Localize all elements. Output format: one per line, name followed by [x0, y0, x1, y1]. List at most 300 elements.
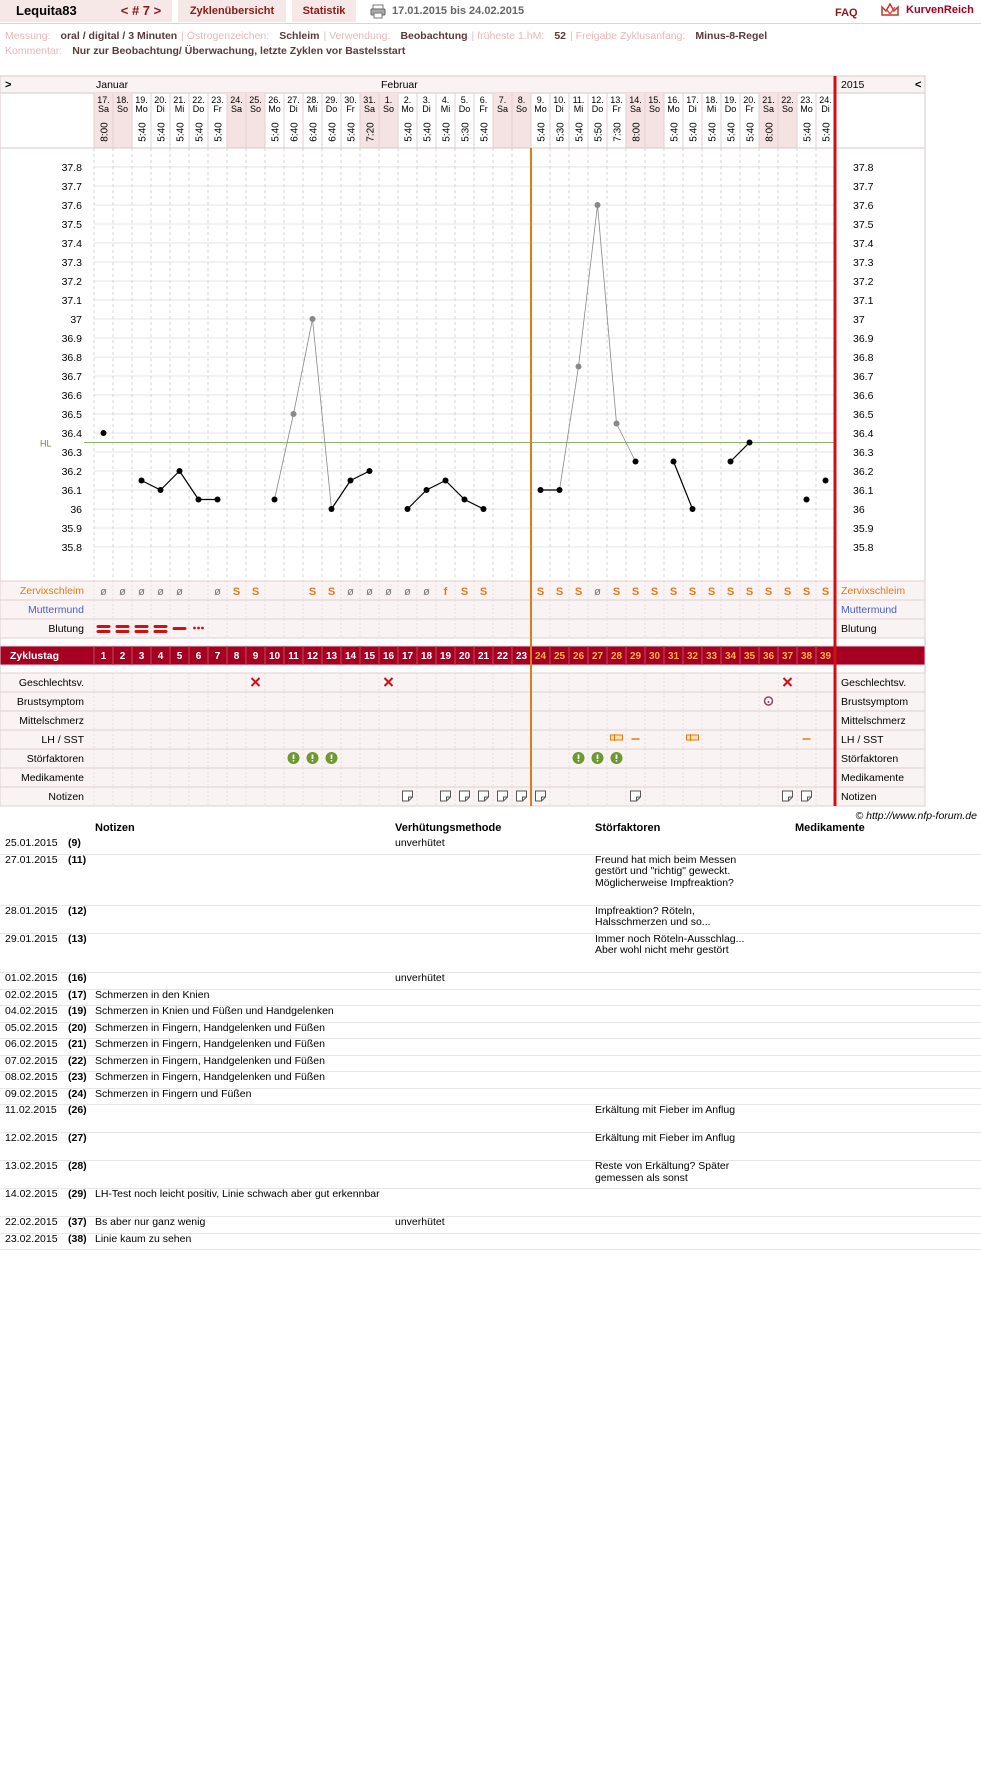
cycle-day-37: 38 — [800, 651, 813, 662]
cycle-day-16: 17 — [401, 651, 414, 662]
day-num-33: 19. — [724, 95, 737, 105]
notes-cell-date: 27.01.2015 — [5, 853, 58, 866]
notes-cell-date: 09.02.2015 — [5, 1087, 58, 1100]
cycle-day-1: 2 — [119, 651, 126, 662]
temp-point-28 — [633, 459, 639, 465]
zervix-29: S — [650, 586, 659, 598]
cycle-day-23: 24 — [534, 651, 547, 662]
notes-cell-day: (17) — [68, 988, 87, 1001]
weekday-32: Mi — [706, 104, 717, 114]
month-label-0: Januar — [96, 79, 129, 91]
month-label-1: Februar — [381, 79, 418, 91]
temp-point-24 — [557, 487, 563, 493]
notes-cell-date: 02.02.2015 — [5, 988, 58, 1001]
zervix-8: S — [251, 586, 260, 598]
temp-point-10 — [291, 411, 297, 417]
temp-point-4 — [177, 468, 183, 474]
day-num-5: 22. — [192, 95, 205, 105]
time-5: 5:40 — [194, 122, 206, 142]
y-tick-left-8: 37 — [70, 314, 82, 326]
tab-statistik[interactable]: Statistik — [292, 0, 356, 22]
notes-row — [0, 1055, 981, 1073]
bleed-b-2 — [135, 630, 149, 633]
zervix-23: S — [536, 586, 545, 598]
temp-point-0 — [101, 430, 107, 436]
day-num-12: 29. — [325, 95, 338, 105]
notes-row — [0, 1104, 981, 1133]
stoer-bar-10 — [293, 755, 295, 760]
cycle-day-9: 10 — [268, 651, 281, 662]
weekday-11: Mi — [307, 104, 318, 114]
notes-row — [0, 1216, 981, 1234]
bleed-a-0 — [97, 625, 111, 628]
notes-cell-day: (22) — [68, 1054, 87, 1067]
tab-overview[interactable]: Zyklenübersicht — [178, 0, 286, 22]
day-num-34: 20. — [743, 95, 756, 105]
kommentar-value: Nur zur Beobachtung/ Überwachung, letzte Zyklen vor Bastelsstart — [72, 45, 406, 57]
notes-cell-date: 11.02.2015 — [5, 1104, 57, 1116]
notes-cell-day: (37) — [68, 1216, 87, 1228]
notes-cell-day: (27) — [68, 1132, 87, 1144]
row-stoer — [0, 749, 925, 768]
notes-header-notizen: Notizen — [95, 822, 135, 834]
cycle-day-14: 15 — [363, 651, 376, 662]
notes-cell-date: 22.02.2015 — [5, 1216, 58, 1228]
notes-row — [0, 905, 981, 934]
weekday-25: Mi — [573, 104, 584, 114]
day-num-10: 27. — [287, 95, 300, 105]
temp-point-25 — [576, 364, 582, 370]
cycle-day-24: 25 — [553, 651, 566, 662]
cycle-day-38: 39 — [819, 651, 832, 662]
notes-cell-stoer: Erkältung mit Fieber im Anflug — [595, 1132, 736, 1144]
row-label-right-med: Medikamente — [841, 772, 905, 784]
notes-cell-date: 01.02.2015 — [5, 972, 58, 984]
notes-cell-day: (12) — [68, 904, 87, 917]
row-label-right-zervix: Zervixschleim — [841, 585, 906, 597]
y-tick-right-6: 37.2 — [853, 276, 874, 288]
cycle-day-19: 20 — [458, 651, 471, 662]
notes-cell-note: Schmerzen in Fingern, Handgelenken und Füßen — [95, 1021, 325, 1034]
messung-label: Messung: — [5, 30, 51, 42]
notes-cell-day: (11) — [68, 853, 87, 866]
weekday-10: Di — [289, 104, 298, 114]
notes-cell-stoer: Impfreaktion? Röteln, Halsschmerzen und so... — [595, 904, 711, 928]
day-num-27: 13. — [610, 95, 623, 105]
zervix-30: S — [669, 586, 678, 598]
notes-cell-note: Schmerzen in Fingern, Handgelenken und Füßen — [95, 1054, 325, 1067]
weekday-38: Di — [821, 104, 830, 114]
time-26: 5:50 — [593, 122, 605, 142]
temp-point-23 — [538, 487, 544, 493]
day-num-19: 5. — [460, 95, 469, 105]
row-label-zervix: Zervixschleim — [19, 585, 84, 597]
notes-row — [0, 1088, 981, 1106]
time-12: 6:40 — [327, 122, 339, 142]
time-6: 5:40 — [213, 122, 225, 142]
temp-point-17 — [424, 487, 430, 493]
day-num-32: 18. — [705, 95, 718, 105]
temp-point-37 — [804, 497, 810, 503]
stoer-bar-27 — [616, 755, 618, 760]
weekday-3: Di — [156, 104, 165, 114]
brand-name[interactable]: KurvenReich — [906, 4, 974, 16]
weekday-1: So — [116, 104, 129, 114]
weekday-17: Di — [422, 104, 431, 114]
y-tick-left-20: 35.8 — [61, 542, 82, 554]
frueheste-label: früheste 1.hM: — [477, 30, 545, 42]
notes-cell-date: 06.02.2015 — [5, 1038, 58, 1050]
notes-cell-day: (21) — [68, 1038, 87, 1050]
y-tick-left-2: 37.6 — [61, 200, 82, 212]
y-tick-right-17: 36.1 — [853, 485, 874, 497]
time-18: 5:40 — [441, 122, 453, 142]
notes-header-stoer: Störfaktoren — [595, 822, 661, 834]
y-tick-right-5: 37.3 — [853, 257, 874, 269]
day-num-9: 26. — [268, 95, 281, 105]
cycle-day-17: 18 — [420, 651, 433, 662]
weekday-5: Do — [192, 104, 205, 114]
y-tick-left-6: 37.2 — [61, 276, 82, 288]
time-2: 5:40 — [137, 122, 149, 142]
notes-cell-day: (29) — [68, 1188, 87, 1200]
y-tick-left-14: 36.4 — [61, 428, 82, 440]
cycle-day-34: 35 — [743, 651, 756, 662]
notes-cell-date: 13.02.2015 — [5, 1160, 58, 1172]
row-mumu — [0, 600, 925, 619]
row-label-right-mumu: Muttermund — [841, 604, 898, 616]
time-27: 7:30 — [612, 122, 624, 142]
day-num-23: 9. — [536, 95, 545, 105]
top-bar — [0, 0, 981, 24]
row-label-med: Medikamente — [20, 772, 84, 784]
stoer-bar-25 — [578, 755, 580, 760]
cycle-nav[interactable]: < # 7 > — [110, 0, 172, 22]
day-num-11: 28. — [306, 95, 319, 105]
temp-point-27 — [614, 421, 620, 427]
weekday-7: Sa — [230, 104, 243, 114]
zervix-27: S — [612, 586, 621, 598]
stoer-bar-26 — [597, 755, 599, 760]
time-11: 6:40 — [308, 122, 320, 142]
row-label-mumu: Muttermund — [27, 604, 84, 616]
weekday-6: Fr — [213, 104, 222, 114]
time-0: 8:00 — [99, 122, 111, 142]
nav-right-arrow[interactable]: < — [915, 79, 922, 91]
notes-cell-note: Schmerzen in Fingern, Handgelenken und Füßen — [95, 1038, 325, 1050]
y-tick-left-18: 36 — [70, 504, 82, 516]
y-tick-right-2: 37.6 — [853, 200, 874, 212]
zervix-31: S — [688, 586, 697, 598]
temp-point-6 — [215, 497, 221, 503]
weekday-19: Do — [458, 104, 471, 114]
lh-test-icon-27 — [611, 735, 623, 740]
zervix-0: ø — [100, 586, 107, 598]
weekday-12: Do — [325, 104, 338, 114]
y-tick-right-8: 37 — [853, 314, 865, 326]
weekday-9: Mo — [268, 104, 281, 114]
row-label-zyklustag: Zyklustag — [10, 650, 60, 662]
day-num-24: 10. — [553, 95, 566, 105]
y-tick-left-11: 36.7 — [61, 371, 82, 383]
day-num-3: 20. — [154, 95, 167, 105]
bleed-dot-5-1 — [201, 627, 204, 630]
notes-cell-note: Schmerzen in Knien und Füßen und Handgelenken — [95, 1005, 334, 1017]
day-num-2: 19. — [135, 95, 148, 105]
row-label-notizen: Notizen — [48, 791, 84, 803]
notes-row — [0, 1233, 981, 1251]
row-label-brust: Brustsymptom — [16, 696, 84, 708]
weekday-2: Mo — [135, 104, 148, 114]
notes-cell-note: LH-Test noch leicht positiv, Linie schwach aber gut erkennbar — [95, 1188, 380, 1200]
row-med — [0, 768, 925, 787]
day-num-36: 22. — [781, 95, 794, 105]
weekday-31: Di — [688, 104, 697, 114]
breast-icon-dot-35 — [768, 701, 770, 703]
copyright[interactable]: © http://www.nfp-forum.de — [855, 810, 977, 822]
zervix-12: S — [327, 586, 336, 598]
time-34: 5:40 — [745, 122, 757, 142]
cycle-day-25: 26 — [572, 651, 585, 662]
row-mittel — [0, 711, 925, 730]
cycle-day-27: 28 — [610, 651, 623, 662]
y-tick-right-20: 35.8 — [853, 542, 874, 554]
zervix-18: f — [443, 586, 448, 598]
temp-point-20 — [481, 506, 487, 512]
row-brust — [0, 692, 925, 711]
weekday-13: Fr — [346, 104, 355, 114]
temp-point-13 — [348, 478, 354, 484]
notes-cell-stoer: Freund hat mich beim Messen gestört und "richtig" geweckt. Möglicherweise Impfreaktion? — [595, 853, 737, 889]
y-tick-right-7: 37.1 — [853, 295, 874, 307]
day-num-7: 24. — [230, 95, 243, 105]
zervix-3: ø — [157, 586, 164, 598]
notes-row — [0, 837, 981, 855]
faq-link[interactable]: FAQ — [835, 7, 858, 19]
weekday-30: Mo — [667, 104, 680, 114]
time-16: 5:40 — [403, 122, 415, 142]
cycle-day-29: 30 — [648, 651, 661, 662]
hl-label: HL — [40, 438, 52, 449]
cycle-day-12: 13 — [325, 651, 338, 662]
notes-cell-date: 12.02.2015 — [5, 1132, 58, 1144]
time-35: 8:00 — [764, 122, 776, 142]
cycle-day-32: 33 — [705, 651, 718, 662]
cycle-day-13: 14 — [344, 651, 357, 662]
row-label-blutung: Blutung — [48, 623, 84, 635]
cycle-day-5: 6 — [195, 651, 202, 662]
meta-line-2 — [5, 45, 409, 57]
month-row — [0, 76, 925, 93]
zervix-16: ø — [404, 586, 411, 598]
day-num-28: 14. — [629, 95, 642, 105]
temp-point-30 — [671, 459, 677, 465]
day-num-20: 6. — [479, 95, 488, 105]
notes-cell-method: unverhütet — [395, 972, 445, 984]
time-19: 5:30 — [460, 122, 472, 142]
time-25: 5:40 — [574, 122, 586, 142]
cycle-day-35: 36 — [762, 651, 775, 662]
zervix-2: ø — [138, 586, 145, 598]
y-tick-right-18: 36 — [853, 504, 865, 516]
cycle-day-0: 1 — [100, 651, 107, 662]
username: Lequita83 — [0, 0, 120, 22]
cycle-day-30: 31 — [667, 651, 680, 662]
cycle-day-33: 34 — [724, 651, 737, 662]
verwendung-label: Verwendung: — [329, 30, 391, 42]
time-30: 5:40 — [669, 122, 681, 142]
weekday-24: Di — [555, 104, 564, 114]
temp-point-2 — [139, 478, 145, 484]
weekday-23: Mo — [534, 104, 547, 114]
zervix-37: S — [802, 586, 811, 598]
stoer-bar-12 — [331, 755, 333, 760]
y-tick-right-9: 36.9 — [853, 333, 874, 345]
time-9: 5:40 — [270, 122, 282, 142]
y-tick-left-15: 36.3 — [61, 447, 82, 459]
cycle-day-28: 29 — [629, 651, 642, 662]
temp-point-5 — [196, 497, 202, 503]
y-tick-left-17: 36.1 — [61, 485, 82, 497]
notes-cell-note: Schmerzen in Fingern, Handgelenken und Füßen — [95, 1071, 325, 1083]
day-num-29: 15. — [648, 95, 661, 105]
stoer-bar-11 — [312, 755, 314, 760]
row-label-right-notizen: Notizen — [841, 791, 877, 803]
weekday-34: Fr — [745, 104, 754, 114]
zervix-24: S — [555, 586, 564, 598]
zervix-25: S — [574, 586, 583, 598]
bleed-b-1 — [116, 630, 130, 633]
zervix-11: S — [308, 586, 317, 598]
notes-cell-day: (23) — [68, 1071, 87, 1083]
stoer-dot-25 — [578, 760, 580, 762]
weekday-35: Sa — [762, 104, 775, 114]
zervix-15: ø — [385, 586, 392, 598]
notes-row — [0, 1005, 981, 1023]
zervix-6: ø — [214, 586, 221, 598]
weekday-21: Sa — [496, 104, 509, 114]
stoer-dot-26 — [597, 760, 599, 762]
row-label-gv: Geschlechtsv. — [18, 677, 84, 689]
day-num-8: 25. — [249, 95, 262, 105]
cycle-day-31: 32 — [686, 651, 699, 662]
notes-cell-date: 29.01.2015 — [5, 932, 58, 945]
y-tick-right-0: 37.8 — [853, 162, 874, 174]
row-label-lh: LH / SST — [41, 734, 84, 746]
cycle-day-4: 5 — [176, 651, 183, 662]
notes-row — [0, 989, 981, 1007]
zervix-1: ø — [119, 586, 126, 598]
day-num-18: 4. — [441, 95, 450, 105]
notes-cell-day: (13) — [68, 932, 87, 945]
row-label-right-brust: Brustsymptom — [841, 696, 909, 708]
row-lh — [0, 730, 925, 749]
notes-cell-stoer: Erkältung mit Fieber im Anflug — [595, 1104, 736, 1116]
day-num-4: 21. — [173, 95, 186, 105]
row-label-right-stoer: Störfaktoren — [841, 753, 899, 765]
zervix-7: S — [232, 586, 241, 598]
time-33: 5:40 — [726, 122, 738, 142]
notes-cell-method: unverhütet — [395, 837, 445, 849]
cycle-day-11: 12 — [306, 651, 319, 662]
zervix-19: S — [460, 586, 469, 598]
notes-cell-date: 05.02.2015 — [5, 1021, 58, 1034]
bleed-b-3 — [154, 630, 168, 633]
notes-cell-method: unverhütet — [395, 1216, 445, 1228]
notes-cell-note: Linie kaum zu sehen — [95, 1232, 192, 1245]
y-tick-left-1: 37.7 — [61, 181, 82, 193]
temp-point-33 — [728, 459, 734, 465]
time-14: 7:20 — [365, 122, 377, 142]
day-num-6: 23. — [211, 95, 224, 105]
row-label-stoer: Störfaktoren — [26, 753, 84, 765]
cycle-day-7: 8 — [233, 651, 240, 662]
temp-point-16 — [405, 506, 411, 512]
notes-cell-note: Bs aber nur ganz wenig — [95, 1216, 206, 1228]
notes-header-verhuetung: Verhütungsmethode — [395, 822, 502, 834]
row-label-right-gv: Geschlechtsv. — [841, 677, 907, 689]
time-13: 5:40 — [346, 122, 358, 142]
y-tick-left-0: 37.8 — [61, 162, 82, 174]
oestrogen-value: Schleim — [279, 30, 320, 42]
weekday-37: Mo — [800, 104, 813, 114]
temp-point-31 — [690, 506, 696, 512]
day-num-21: 7. — [498, 95, 507, 105]
y-tick-left-9: 36.9 — [61, 333, 82, 345]
day-num-13: 30. — [344, 95, 357, 105]
zervix-17: ø — [423, 586, 430, 598]
cycle-day-3: 4 — [157, 651, 164, 662]
time-38: 5:40 — [821, 122, 833, 142]
stoer-dot-27 — [616, 760, 618, 762]
day-num-38: 24. — [819, 95, 832, 105]
nav-left-arrow[interactable]: > — [5, 79, 12, 91]
notes-cell-day: (20) — [68, 1021, 87, 1034]
zervix-28: S — [631, 586, 640, 598]
zervix-14: ø — [366, 586, 373, 598]
temp-point-19 — [462, 497, 468, 503]
temp-point-11 — [310, 316, 316, 322]
bleed-dot-5-0 — [197, 627, 200, 630]
time-4: 5:40 — [175, 122, 187, 142]
bleed-a-1 — [116, 625, 130, 628]
stoer-dot-11 — [312, 760, 314, 762]
notes-cell-date: 08.02.2015 — [5, 1071, 58, 1083]
stoer-dot-12 — [331, 760, 333, 762]
date-range: 17.01.2015 bis 24.02.2015 — [392, 5, 525, 17]
notes-cell-date: 28.01.2015 — [5, 904, 58, 917]
weekday-16: Mo — [401, 104, 414, 114]
y-tick-left-5: 37.3 — [61, 257, 82, 269]
y-tick-left-7: 37.1 — [61, 295, 82, 307]
time-28: 8:00 — [631, 122, 643, 142]
day-num-37: 23. — [800, 95, 813, 105]
notes-cell-note: Schmerzen in den Knien — [95, 988, 210, 1001]
zervix-26: ø — [594, 586, 601, 598]
notes-row — [0, 1071, 981, 1089]
freigabe-value: Minus-8-Regel — [695, 30, 768, 42]
notes-cell-date: 25.01.2015 — [5, 837, 58, 849]
freigabe-label: Freigabe Zyklusanfang: — [575, 30, 686, 42]
cycle-day-2: 3 — [138, 651, 145, 662]
printer-icon[interactable] — [370, 4, 386, 22]
zervix-35: S — [764, 586, 773, 598]
cycle-day-26: 27 — [591, 651, 604, 662]
weekday-26: Do — [591, 104, 604, 114]
day-num-16: 2. — [403, 95, 412, 105]
weekday-20: Fr — [479, 104, 488, 114]
notes-row — [0, 1038, 981, 1056]
